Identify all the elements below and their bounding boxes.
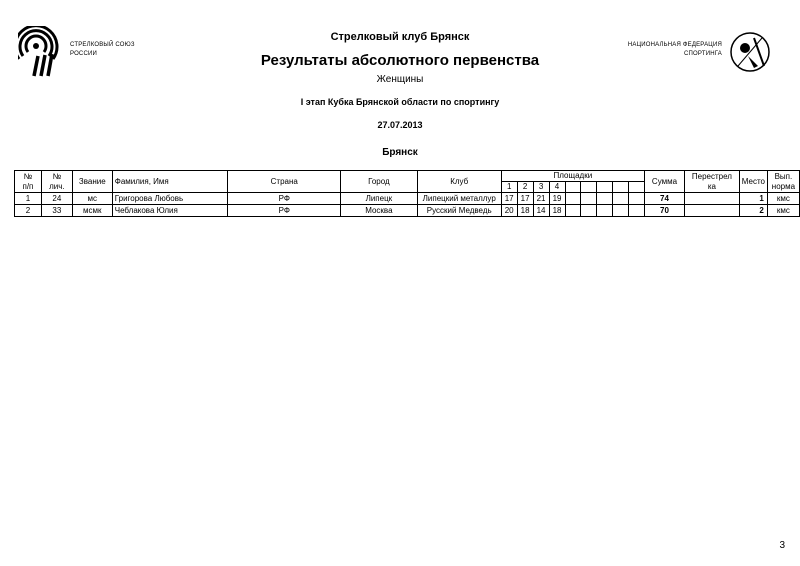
header-name: Фамилия, Имя xyxy=(112,171,228,193)
org-left-line: СТРЕЛКОВЫЙ СОЮЗ xyxy=(70,42,135,48)
page-title: Результаты абсолютного первенства xyxy=(260,52,540,69)
header-place: Место xyxy=(739,171,767,193)
cell-score xyxy=(565,193,581,205)
header-norm-line: норма xyxy=(771,181,796,191)
cell-score xyxy=(581,193,597,205)
cell-score xyxy=(629,205,645,217)
header-num-pp-line: п/п xyxy=(22,181,34,191)
cell-score xyxy=(565,205,581,217)
cell-score: 18 xyxy=(549,205,565,217)
cell-name: Григорова Любовь xyxy=(112,193,228,205)
header-num-lich-line: № xyxy=(52,171,62,181)
cell-shootoff xyxy=(684,205,739,217)
header-num-pp-line: № xyxy=(23,171,33,181)
header-shootoff-line: Перестрел xyxy=(691,171,732,181)
page-number: 3 xyxy=(779,540,785,551)
header-platform-num: 4 xyxy=(549,182,565,193)
cell-score xyxy=(613,193,629,205)
cell-score: 20 xyxy=(501,205,517,217)
header-platform-num xyxy=(581,182,597,193)
header-num-lich xyxy=(41,171,72,193)
cell-country: РФ xyxy=(228,193,341,205)
org-right-line: НАЦИОНАЛЬНАЯ ФЕДЕРАЦИЯ xyxy=(627,42,722,48)
cell-score xyxy=(629,193,645,205)
header-sum: Сумма xyxy=(645,171,685,193)
cell-sum: 70 xyxy=(645,205,685,217)
header-platforms: Площадки xyxy=(501,171,644,182)
header-num-lich-line: лич. xyxy=(49,181,65,191)
org-right-line: СПОРТИНГА xyxy=(683,51,722,57)
results-table xyxy=(14,170,800,217)
cell-score xyxy=(597,193,613,205)
org-left-line: РОССИИ xyxy=(70,51,98,57)
cell-rank: мсмк xyxy=(72,205,112,217)
header-platform-num xyxy=(597,182,613,193)
cell-norm: кмс xyxy=(767,205,799,217)
cell-score xyxy=(581,205,597,217)
table-row xyxy=(15,193,800,205)
cell-num-pp: 1 xyxy=(15,193,42,205)
cell-club: Русский Медведь xyxy=(417,205,501,217)
cell-city: Москва xyxy=(341,205,418,217)
cell-rank: мс xyxy=(72,193,112,205)
cell-sum: 74 xyxy=(645,193,685,205)
cell-shootoff xyxy=(684,193,739,205)
category-label: Женщины xyxy=(376,74,424,85)
cell-country: РФ xyxy=(228,205,341,217)
cell-score: 18 xyxy=(517,205,533,217)
club-title: Стрелковый клуб Брянск xyxy=(330,31,470,43)
cell-score xyxy=(613,205,629,217)
cell-score: 19 xyxy=(549,193,565,205)
cell-num-lich: 24 xyxy=(41,193,72,205)
header-shootoff xyxy=(684,171,739,193)
cell-score: 21 xyxy=(533,193,549,205)
cell-place: 2 xyxy=(739,205,767,217)
header-club: Клуб xyxy=(417,171,501,193)
cell-club: Липецкий металлур xyxy=(417,193,501,205)
cell-name: Чеблакова Юлия xyxy=(112,205,228,217)
cell-score: 17 xyxy=(517,193,533,205)
header-norm-line: Вып. xyxy=(774,171,793,181)
header-city: Город xyxy=(341,171,418,193)
location-label: Брянск xyxy=(382,147,418,158)
header-platform-num xyxy=(629,182,645,193)
header-platform-num: 2 xyxy=(517,182,533,193)
header-platform-num xyxy=(613,182,629,193)
cell-num-pp: 2 xyxy=(15,205,42,217)
table-row xyxy=(15,205,800,217)
header-norm xyxy=(767,171,799,193)
cell-city: Липецк xyxy=(341,193,418,205)
cell-norm: кмс xyxy=(767,193,799,205)
cell-place: 1 xyxy=(739,193,767,205)
header-shootoff-line: ка xyxy=(707,181,716,191)
cell-score: 14 xyxy=(533,205,549,217)
header-platform-num: 3 xyxy=(533,182,549,193)
header-country: Страна xyxy=(228,171,341,193)
event-date: 27.07.2013 xyxy=(377,120,423,130)
cell-num-lich: 33 xyxy=(41,205,72,217)
cell-score xyxy=(597,205,613,217)
cell-score: 17 xyxy=(501,193,517,205)
header-platform-num xyxy=(565,182,581,193)
event-title: I этап Кубка Брянской области по спортингу xyxy=(300,97,500,107)
table-header-row xyxy=(15,171,800,182)
header-num-pp xyxy=(15,171,42,193)
header-rank: Звание xyxy=(72,171,112,193)
header-platform-num: 1 xyxy=(501,182,517,193)
